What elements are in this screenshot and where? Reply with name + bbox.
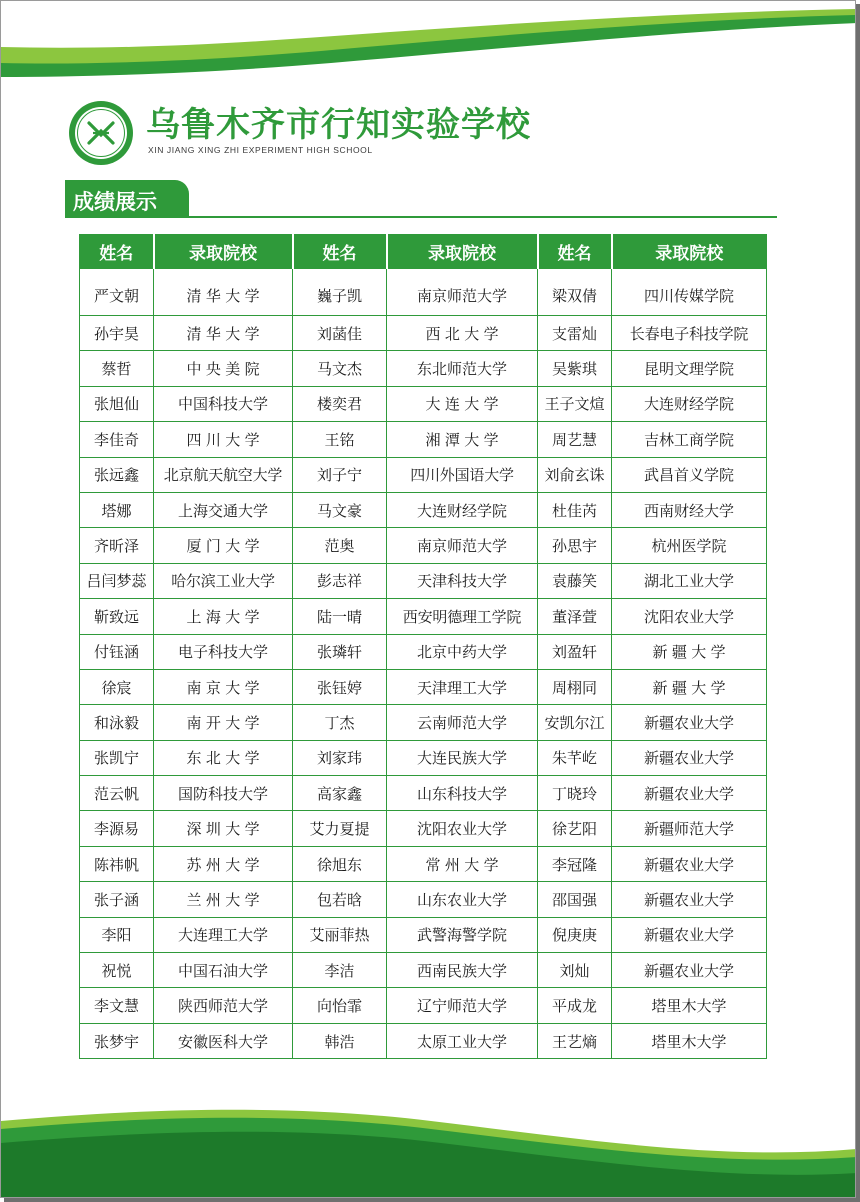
admitted-school-cell: 清 华 大 学 bbox=[154, 269, 293, 316]
table-row bbox=[80, 457, 767, 492]
student-name-cell: 王铭 bbox=[293, 422, 387, 457]
admitted-school-cell: 塔里木大学 bbox=[612, 988, 767, 1023]
admitted-school-cell: 苏 州 大 学 bbox=[154, 846, 293, 881]
student-name-cell: 祝悦 bbox=[80, 953, 154, 988]
column-header-school: 录取院校 bbox=[387, 235, 538, 269]
top-wave-decoration bbox=[1, 1, 856, 81]
student-name-cell: 李佳奇 bbox=[80, 422, 154, 457]
table-row bbox=[80, 563, 767, 598]
admission-table bbox=[79, 234, 767, 1059]
bottom-wave-decoration bbox=[1, 1091, 856, 1198]
admitted-school-cell: 南 开 大 学 bbox=[154, 705, 293, 740]
admitted-school-cell: 新疆农业大学 bbox=[612, 776, 767, 811]
student-name-cell: 孙宇昊 bbox=[80, 316, 154, 351]
student-name-cell: 陈祎帆 bbox=[80, 846, 154, 881]
admitted-school-cell: 东北师范大学 bbox=[387, 351, 538, 386]
student-name-cell: 徐艺阳 bbox=[538, 811, 612, 846]
student-name-cell: 刘俞玄诛 bbox=[538, 457, 612, 492]
admitted-school-cell: 南京师范大学 bbox=[387, 528, 538, 563]
admitted-school-cell: 新 疆 大 学 bbox=[612, 634, 767, 669]
admitted-school-cell: 电子科技大学 bbox=[154, 634, 293, 669]
column-header-name: 姓名 bbox=[538, 235, 612, 269]
student-name-cell: 韩浩 bbox=[293, 1023, 387, 1058]
student-name-cell: 塔娜 bbox=[80, 492, 154, 527]
admitted-school-cell: 厦 门 大 学 bbox=[154, 528, 293, 563]
admitted-school-cell: 西南财经大学 bbox=[612, 492, 767, 527]
admitted-school-cell: 西南民族大学 bbox=[387, 953, 538, 988]
student-name-cell: 袁藤笑 bbox=[538, 563, 612, 598]
admitted-school-cell: 四川传媒学院 bbox=[612, 269, 767, 316]
admitted-school-cell: 四川外国语大学 bbox=[387, 457, 538, 492]
student-name-cell: 邵国强 bbox=[538, 882, 612, 917]
student-name-cell: 靳致远 bbox=[80, 599, 154, 634]
student-name-cell: 丁晓玲 bbox=[538, 776, 612, 811]
admitted-school-cell: 大连民族大学 bbox=[387, 740, 538, 775]
student-name-cell: 陆一晴 bbox=[293, 599, 387, 634]
admitted-school-cell: 国防科技大学 bbox=[154, 776, 293, 811]
admitted-school-cell: 哈尔滨工业大学 bbox=[154, 563, 293, 598]
admitted-school-cell: 西安明德理工学院 bbox=[387, 599, 538, 634]
table-row bbox=[80, 846, 767, 881]
student-name-cell: 张璘轩 bbox=[293, 634, 387, 669]
admitted-school-cell: 陕西师范大学 bbox=[154, 988, 293, 1023]
student-name-cell: 李洁 bbox=[293, 953, 387, 988]
table-row bbox=[80, 882, 767, 917]
admitted-school-cell: 吉林工商学院 bbox=[612, 422, 767, 457]
student-name-cell: 向怡霏 bbox=[293, 988, 387, 1023]
student-name-cell: 吕闫梦蕊 bbox=[80, 563, 154, 598]
admitted-school-cell: 大连财经学院 bbox=[387, 492, 538, 527]
admitted-school-cell: 新疆农业大学 bbox=[612, 705, 767, 740]
student-name-cell: 蔡哲 bbox=[80, 351, 154, 386]
admitted-school-cell: 南京师范大学 bbox=[387, 269, 538, 316]
admitted-school-cell: 天津理工大学 bbox=[387, 669, 538, 704]
poster-shadow bbox=[856, 4, 860, 1202]
admitted-school-cell: 深 圳 大 学 bbox=[154, 811, 293, 846]
admitted-school-cell: 上 海 大 学 bbox=[154, 599, 293, 634]
student-name-cell: 艾力夏提 bbox=[293, 811, 387, 846]
admitted-school-cell: 上海交通大学 bbox=[154, 492, 293, 527]
admitted-school-cell: 沈阳农业大学 bbox=[387, 811, 538, 846]
table-row bbox=[80, 269, 767, 316]
admitted-school-cell: 中 央 美 院 bbox=[154, 351, 293, 386]
table-row bbox=[80, 811, 767, 846]
student-name-cell: 倪庚庚 bbox=[538, 917, 612, 952]
student-name-cell: 李阳 bbox=[80, 917, 154, 952]
student-name-cell: 安凯尔江 bbox=[538, 705, 612, 740]
admitted-school-cell: 长春电子科技学院 bbox=[612, 316, 767, 351]
student-name-cell: 付钰涵 bbox=[80, 634, 154, 669]
student-name-cell: 彭志祥 bbox=[293, 563, 387, 598]
student-name-cell: 董泽萱 bbox=[538, 599, 612, 634]
table-row bbox=[80, 917, 767, 952]
table-row bbox=[80, 492, 767, 527]
student-name-cell: 高家鑫 bbox=[293, 776, 387, 811]
admitted-school-cell: 北京中药大学 bbox=[387, 634, 538, 669]
table-row bbox=[80, 528, 767, 563]
student-name-cell: 艾丽菲热 bbox=[293, 917, 387, 952]
column-header-school: 录取院校 bbox=[154, 235, 293, 269]
admitted-school-cell: 武昌首义学院 bbox=[612, 457, 767, 492]
admitted-school-cell: 新疆农业大学 bbox=[612, 917, 767, 952]
student-name-cell: 周栩同 bbox=[538, 669, 612, 704]
table-row bbox=[80, 634, 767, 669]
admitted-school-cell: 塔里木大学 bbox=[612, 1023, 767, 1058]
admitted-school-cell: 太原工业大学 bbox=[387, 1023, 538, 1058]
student-name-cell: 周艺慧 bbox=[538, 422, 612, 457]
student-name-cell: 孙思宇 bbox=[538, 528, 612, 563]
admitted-school-cell: 东 北 大 学 bbox=[154, 740, 293, 775]
admitted-school-cell: 天津科技大学 bbox=[387, 563, 538, 598]
admitted-school-cell: 四 川 大 学 bbox=[154, 422, 293, 457]
poster-shadow bbox=[4, 1198, 860, 1202]
admitted-school-cell: 云南师范大学 bbox=[387, 705, 538, 740]
table-row bbox=[80, 705, 767, 740]
admitted-school-cell: 山东科技大学 bbox=[387, 776, 538, 811]
student-name-cell: 巍子凯 bbox=[293, 269, 387, 316]
admitted-school-cell: 新 疆 大 学 bbox=[612, 669, 767, 704]
student-name-cell: 范奥 bbox=[293, 528, 387, 563]
column-header-name: 姓名 bbox=[80, 235, 154, 269]
student-name-cell: 齐昕泽 bbox=[80, 528, 154, 563]
admitted-school-cell: 昆明文理学院 bbox=[612, 351, 767, 386]
admitted-school-cell: 新疆农业大学 bbox=[612, 846, 767, 881]
student-name-cell: 张旭仙 bbox=[80, 386, 154, 421]
student-name-cell: 张梦宇 bbox=[80, 1023, 154, 1058]
student-name-cell: 李文慧 bbox=[80, 988, 154, 1023]
student-name-cell: 徐旭东 bbox=[293, 846, 387, 881]
admitted-school-cell: 安徽医科大学 bbox=[154, 1023, 293, 1058]
column-header-name: 姓名 bbox=[293, 235, 387, 269]
admitted-school-cell: 湖北工业大学 bbox=[612, 563, 767, 598]
table-row bbox=[80, 599, 767, 634]
admitted-school-cell: 北京航天航空大学 bbox=[154, 457, 293, 492]
admitted-school-cell: 大连财经学院 bbox=[612, 386, 767, 421]
student-name-cell: 丁杰 bbox=[293, 705, 387, 740]
school-name-english: XIN JIANG XING ZHI EXPERIMENT HIGH SCHOOL bbox=[148, 145, 373, 155]
admitted-school-cell: 常 州 大 学 bbox=[387, 846, 538, 881]
table-row bbox=[80, 1023, 767, 1058]
student-name-cell: 张远鑫 bbox=[80, 457, 154, 492]
table-row bbox=[80, 351, 767, 386]
admitted-school-cell: 山东农业大学 bbox=[387, 882, 538, 917]
student-name-cell: 杜佳芮 bbox=[538, 492, 612, 527]
student-name-cell: 平成龙 bbox=[538, 988, 612, 1023]
table-row bbox=[80, 953, 767, 988]
student-name-cell: 支雷灿 bbox=[538, 316, 612, 351]
student-name-cell: 李冠隆 bbox=[538, 846, 612, 881]
admitted-school-cell: 中国科技大学 bbox=[154, 386, 293, 421]
student-name-cell: 楼奕君 bbox=[293, 386, 387, 421]
section-title: 成绩展示 bbox=[73, 190, 157, 214]
student-name-cell: 吴紫琪 bbox=[538, 351, 612, 386]
table-row bbox=[80, 669, 767, 704]
admitted-school-cell: 南 京 大 学 bbox=[154, 669, 293, 704]
student-name-cell: 刘家玮 bbox=[293, 740, 387, 775]
student-name-cell: 张凯宁 bbox=[80, 740, 154, 775]
student-name-cell: 李源易 bbox=[80, 811, 154, 846]
student-name-cell: 王艺熵 bbox=[538, 1023, 612, 1058]
student-name-cell: 刘灿 bbox=[538, 953, 612, 988]
student-name-cell: 张钰婷 bbox=[293, 669, 387, 704]
admitted-school-cell: 新疆农业大学 bbox=[612, 882, 767, 917]
student-name-cell: 包若晗 bbox=[293, 882, 387, 917]
admitted-school-cell: 新疆农业大学 bbox=[612, 740, 767, 775]
admitted-school-cell: 辽宁师范大学 bbox=[387, 988, 538, 1023]
student-name-cell: 梁双倩 bbox=[538, 269, 612, 316]
table-row bbox=[80, 988, 767, 1023]
student-name-cell: 和泳毅 bbox=[80, 705, 154, 740]
admitted-school-cell: 大 连 大 学 bbox=[387, 386, 538, 421]
table-row bbox=[80, 422, 767, 457]
section-divider bbox=[65, 216, 777, 218]
school-emblem-icon bbox=[67, 99, 135, 167]
table-row bbox=[80, 316, 767, 351]
student-name-cell: 马文杰 bbox=[293, 351, 387, 386]
admitted-school-cell: 新疆师范大学 bbox=[612, 811, 767, 846]
admitted-school-cell: 沈阳农业大学 bbox=[612, 599, 767, 634]
admitted-school-cell: 武警海警学院 bbox=[387, 917, 538, 952]
admitted-school-cell: 湘 潭 大 学 bbox=[387, 422, 538, 457]
admitted-school-cell: 新疆农业大学 bbox=[612, 953, 767, 988]
school-name: 乌鲁木齐市行知实验学校 bbox=[146, 105, 531, 145]
admitted-school-cell: 大连理工大学 bbox=[154, 917, 293, 952]
table-row bbox=[80, 386, 767, 421]
table-row bbox=[80, 740, 767, 775]
admitted-school-cell: 杭州医学院 bbox=[612, 528, 767, 563]
student-name-cell: 严文朝 bbox=[80, 269, 154, 316]
student-name-cell: 徐宸 bbox=[80, 669, 154, 704]
student-name-cell: 刘菡佳 bbox=[293, 316, 387, 351]
admitted-school-cell: 清 华 大 学 bbox=[154, 316, 293, 351]
student-name-cell: 朱芊屹 bbox=[538, 740, 612, 775]
admitted-school-cell: 中国石油大学 bbox=[154, 953, 293, 988]
student-name-cell: 刘盈轩 bbox=[538, 634, 612, 669]
table-header-row bbox=[80, 235, 767, 269]
student-name-cell: 王子文煊 bbox=[538, 386, 612, 421]
admitted-school-cell: 兰 州 大 学 bbox=[154, 882, 293, 917]
student-name-cell: 刘子宁 bbox=[293, 457, 387, 492]
student-name-cell: 范云帆 bbox=[80, 776, 154, 811]
admitted-school-cell: 西 北 大 学 bbox=[387, 316, 538, 351]
student-name-cell: 马文豪 bbox=[293, 492, 387, 527]
table-row bbox=[80, 776, 767, 811]
column-header-school: 录取院校 bbox=[612, 235, 767, 269]
student-name-cell: 张子涵 bbox=[80, 882, 154, 917]
